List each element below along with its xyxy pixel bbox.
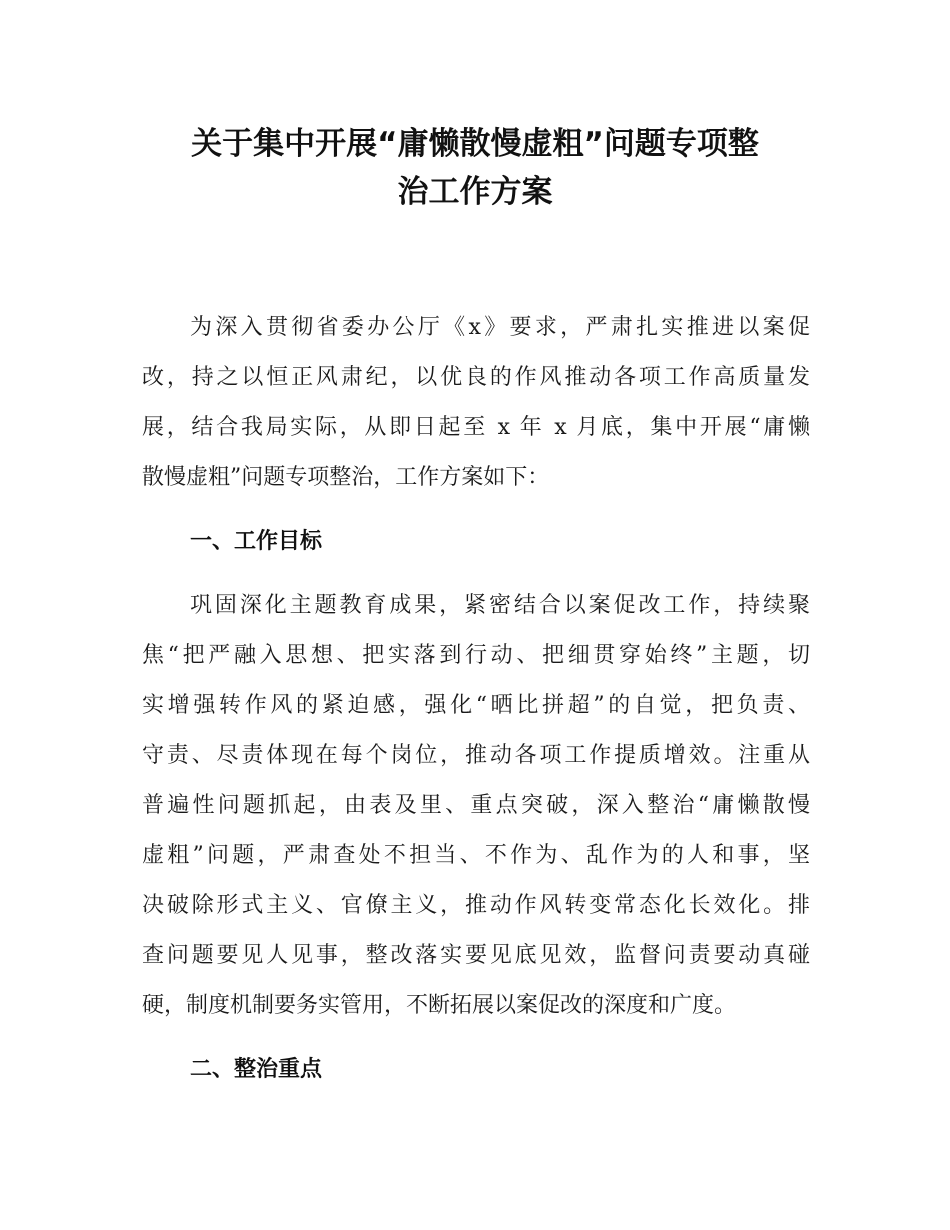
intro-paragraph-line: 展，结合我局实际，从即日起至 x 年 x 月底，集中开展“庸懒	[142, 415, 810, 440]
goals-paragraph-line: 查问题要见人见事，整改落实要见底见效，监督问责要动真碰	[142, 943, 810, 968]
intro-paragraph-line: 改，持之以恒正风肃纪，以优良的作风推动各项工作高质量发	[142, 365, 810, 390]
intro-paragraph-line: 为深入贯彻省委办公厅《x》要求，严肃扎实推进以案促	[190, 315, 810, 340]
section-heading-focus: 二、整治重点	[190, 1057, 323, 1082]
goals-paragraph-line: 虚粗”问题，严肃查处不担当、不作为、乱作为的人和事，坚	[142, 843, 810, 868]
document-title-line-2: 治工作方案	[397, 174, 553, 210]
goals-paragraph-line: 守责、尽责体现在每个岗位，推动各项工作提质增效。注重从	[142, 743, 810, 768]
goals-paragraph-line: 硬，制度机制要务实管用，不断拓展以案促改的深度和广度。	[142, 993, 737, 1018]
goals-paragraph-line: 巩固深化主题教育成果，紧密结合以案促改工作，持续聚	[190, 593, 810, 618]
section-heading-goals: 一、工作目标	[190, 529, 323, 554]
goals-paragraph-line: 普遍性问题抓起，由表及里、重点突破，深入整治“庸懒散慢	[142, 793, 810, 818]
goals-paragraph-line: 焦“把严融入思想、把实落到行动、把细贯穿始终”主题，切	[142, 643, 810, 668]
document-title-line-1: 关于集中开展“庸懒散慢虚粗”问题专项整	[191, 126, 759, 162]
intro-paragraph-line: 散慢虚粗”问题专项整治，工作方案如下：	[142, 465, 550, 490]
goals-paragraph-line: 决破除形式主义、官僚主义，推动作风转变常态化长效化。排	[142, 893, 810, 918]
goals-paragraph-line: 实增强转作风的紧迫感，强化“晒比拼超”的自觉，把负责、	[142, 693, 810, 718]
